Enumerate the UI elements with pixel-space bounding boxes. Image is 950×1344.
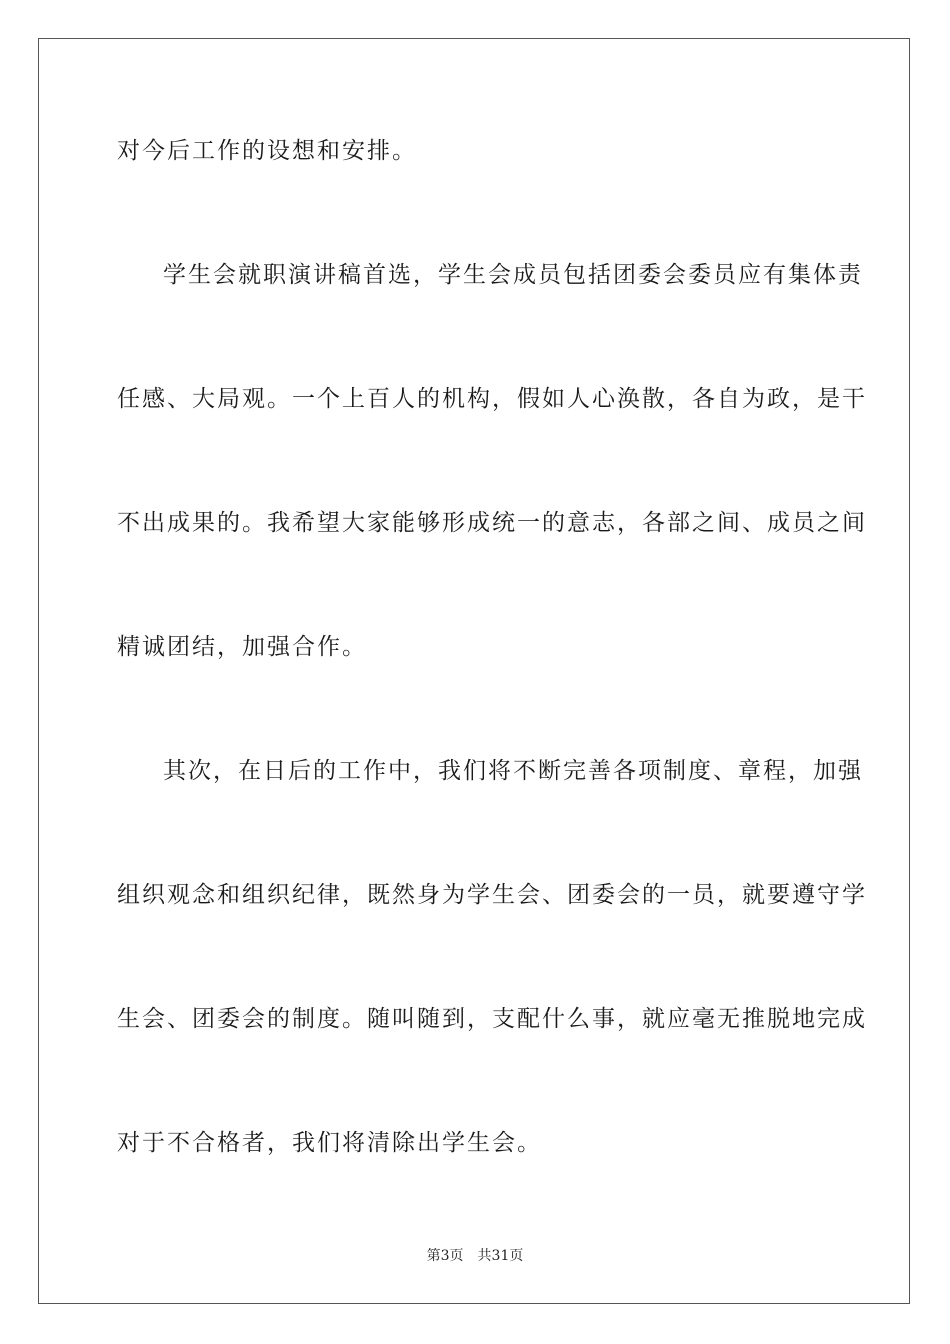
text-line: 其次，在日后的工作中，我们将不断完善各项制度、章程，加强	[163, 758, 863, 784]
page-border	[38, 38, 910, 1304]
text-line: 任感、大局观。一个上百人的机构，假如人心涣散，各自为政，是干	[117, 386, 867, 412]
text-line: 对于不合格者，我们将清除出学生会。	[117, 1130, 542, 1156]
page-number: 第3页	[426, 1248, 464, 1264]
text-line: 学生会就职演讲稿首选，学生会成员包括团委会委员应有集体责	[163, 262, 863, 288]
text-line: 不出成果的。我希望大家能够形成统一的意志，各部之间、成员之间	[117, 510, 867, 536]
text-line: 生会、团委会的制度。随叫随到，支配什么事，就应毫无推脱地完成	[117, 1006, 867, 1032]
text-line: 组织观念和组织纪律，既然身为学生会、团委会的一员，就要遵守学	[117, 882, 867, 908]
page-total: 共31页	[477, 1248, 524, 1264]
text-line: 对今后工作的设想和安排。	[117, 138, 417, 164]
text-line: 精诚团结，加强合作。	[117, 634, 367, 660]
page-footer	[0, 1246, 950, 1266]
